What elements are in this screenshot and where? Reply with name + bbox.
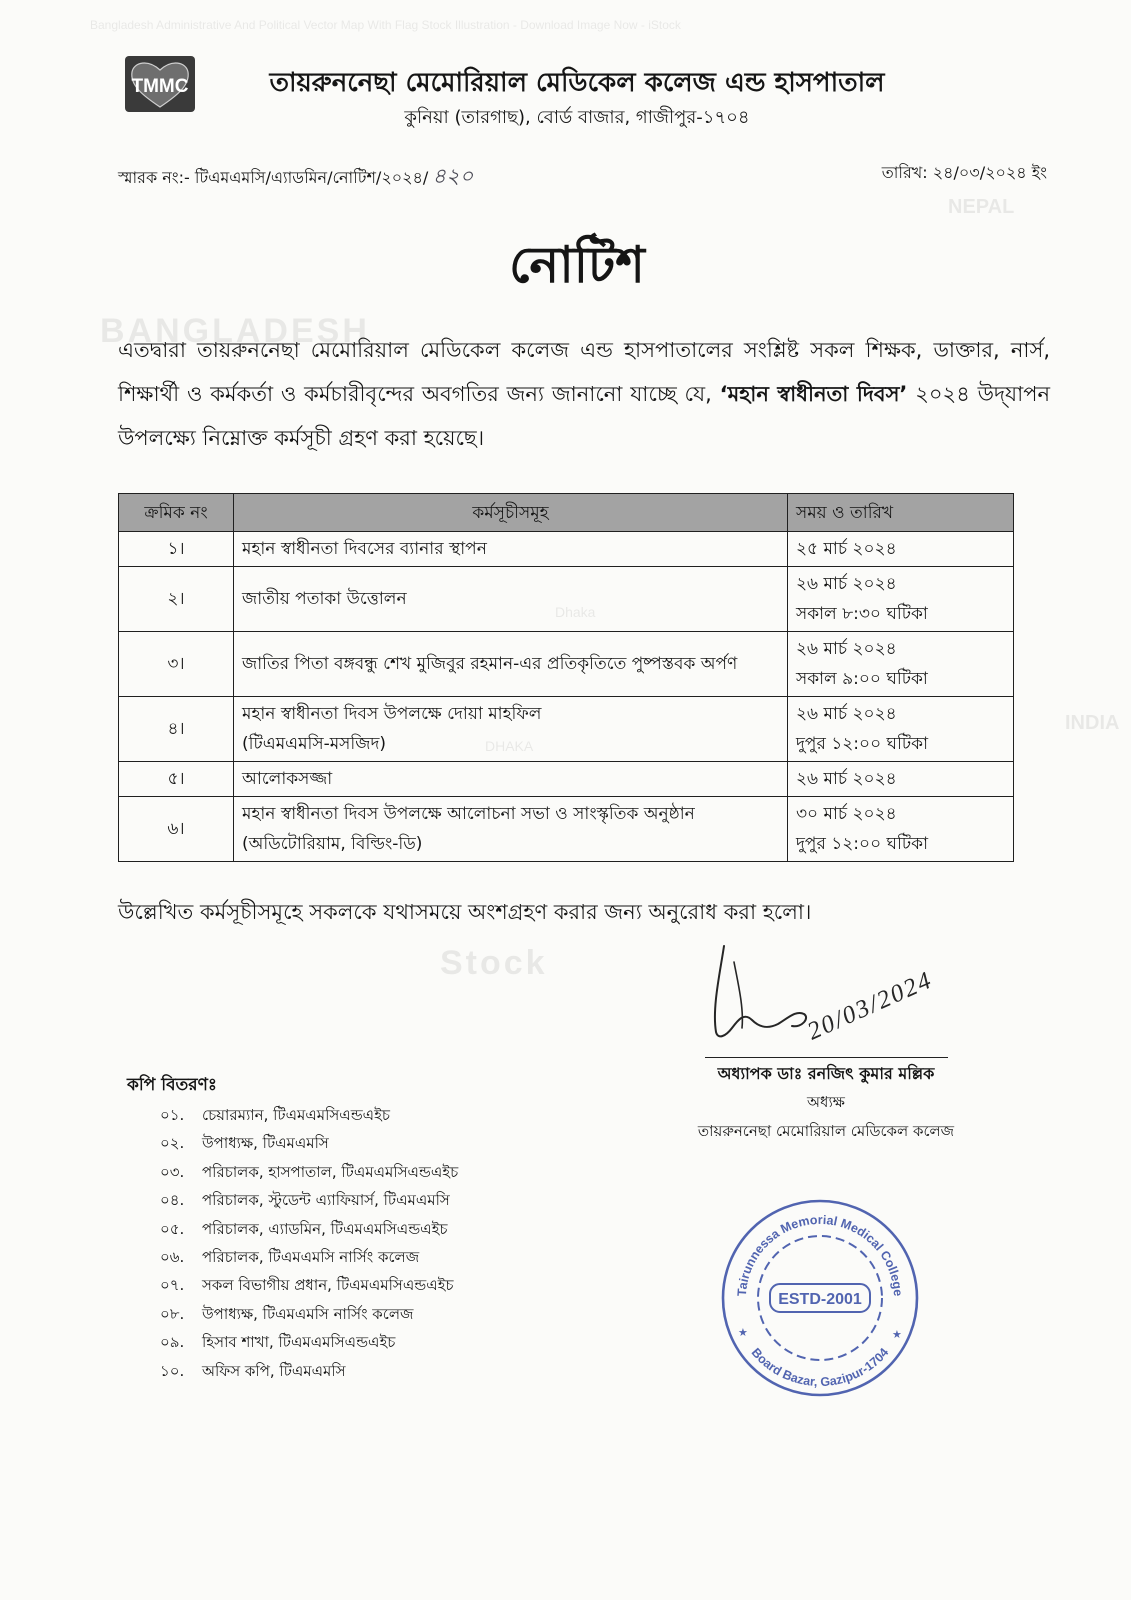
notice-title: নোটিশ: [509, 236, 645, 294]
table-row: [119, 632, 1014, 697]
memo-reference: [118, 160, 678, 195]
serial-cell: ১।: [119, 532, 234, 567]
table-row: [119, 567, 1014, 632]
list-item-number: ১০.: [160, 1361, 185, 1380]
list-item-text: পরিচালক, টিএমএমসি নার্সিং কলেজ: [202, 1247, 420, 1266]
program-table: [118, 493, 1014, 862]
program-cell: [234, 532, 788, 567]
time-line: দুপুর ১২:০০ ঘটিকা: [796, 834, 928, 854]
time-cell: [788, 632, 1014, 697]
program-cell: [234, 762, 788, 797]
list-item: [160, 1129, 640, 1157]
list-item: [160, 1271, 640, 1299]
list-item: [160, 1158, 640, 1186]
list-item-text: চেয়ারম্যান, টিএমএমসিএন্ডএইচ: [202, 1106, 390, 1124]
list-item: [160, 1243, 640, 1271]
watermark-label: Stock: [440, 944, 548, 982]
list-item-text: সকল বিভাগীয় প্রধান, টিএমএমসিএন্ডএইচ: [202, 1276, 454, 1295]
list-item-number: ০৮.: [160, 1304, 185, 1323]
time-line: ২৬ মার্চ ২০২৪: [796, 574, 897, 594]
time-line: ২৬ মার্চ ২০২৪: [796, 639, 897, 659]
time-line: সকাল ৮:৩০ ঘটিকা: [796, 604, 928, 624]
watermark-header-line: Bangladesh Administrative And Political Vector Map With Flag Stock Illustration - Download Image Now - iStock: [90, 18, 681, 32]
list-item: [160, 1357, 640, 1385]
table-row: [119, 697, 1014, 762]
time-cell: [788, 532, 1014, 567]
signature-stroke: [715, 946, 806, 1036]
body-text-part: ২০২৪ উদ্‌যাপন উপলক্ষ্যে নিম্নোক্ত কর্মসূচী গ্রহণ করা হয়েছে।: [118, 382, 1050, 450]
program-cell: [234, 567, 788, 632]
list-item: [160, 1328, 640, 1356]
closing-request: উল্লেখিত কর্মসূচীসমূহে সকলকে যথাসময়ে অংশগ্রহণ করার জন্য অনুরোধ করা হলো।: [118, 900, 812, 924]
memo-number-handwritten: ৪২০: [432, 164, 474, 188]
signatory-name: অধ্যাপক ডাঃ রনজিৎ কুমার মল্লিক: [717, 1064, 935, 1083]
time-cell: [788, 762, 1014, 797]
watermark-label: NEPAL: [948, 196, 1015, 218]
list-item-number: ০৭.: [160, 1276, 185, 1295]
seal-star-icon: ★: [738, 1326, 748, 1339]
handwritten-signature: [700, 928, 990, 1053]
signatory-institution: তায়রুননেছা মেমোরিয়াল মেডিকেল কলেজ: [697, 1122, 955, 1140]
watermark-label: Dhaka: [555, 604, 596, 620]
notice-body: [118, 328, 1050, 460]
serial-cell: ৪।: [119, 697, 234, 762]
seal-center-text: ESTD-2001: [778, 1291, 862, 1308]
logo-text: TMMC: [131, 76, 189, 97]
list-item-text: পরিচালক, স্টুডেন্ট এ্যাফিয়ার্স, টিএমএমসি: [202, 1191, 450, 1210]
time-cell: [788, 797, 1014, 862]
seal-bottom-text: Board Bazar, Gazipur-1704: [748, 1345, 892, 1390]
watermark-label: BANGLADESH: [100, 312, 370, 350]
column-header-program: কর্মসূচীসমূহ: [234, 494, 788, 532]
list-item-text: হিসাব শাখা, টিএমএমসিএন্ডএইচ: [202, 1333, 396, 1352]
program-line: মহান স্বাধীনতা দিবস উপলক্ষে আলোচনা সভা ও সাংস্কৃতিক অনুষ্ঠান: [242, 804, 695, 824]
time-line: ২৬ মার্চ ২০২৪: [796, 704, 897, 724]
copy-distribution-heading: কপি বিতরণঃ: [127, 1075, 217, 1095]
copy-distribution-list: [160, 1101, 640, 1385]
watermark-label: DHAKA: [485, 738, 534, 754]
list-item: [160, 1300, 640, 1328]
body-quote: ‘মহান স্বাধীনতা দিবস’: [719, 382, 908, 406]
serial-cell: ২।: [119, 567, 234, 632]
serial-cell: ৫।: [119, 762, 234, 797]
program-line: (টিএমএমসি-মসজিদ): [242, 734, 387, 754]
signatory-designation: অধ্যক্ষ: [807, 1093, 845, 1111]
list-item-number: ০৯.: [160, 1333, 185, 1352]
memo-date: তারিখ: ২৪/০৩/২০২৪ ইং: [881, 163, 1047, 182]
list-item-text: পরিচালক, হাসপাতাল, টিএমএমসিএন্ডএইচ: [202, 1162, 459, 1181]
table-row: [119, 532, 1014, 567]
time-cell: [788, 567, 1014, 632]
time-cell: [788, 697, 1014, 762]
institution-address: কুনিয়া (তারগাছ), বোর্ড বাজার, গাজীপুর-১৭০৪: [404, 107, 750, 128]
program-line: (অডিটোরিয়াম, বিল্ডিং-ডি): [242, 834, 423, 854]
column-header-time: সময় ও তারিখ: [788, 494, 1014, 532]
list-item: [160, 1101, 640, 1129]
list-item-text: পরিচালক, এ্যাডমিন, টিএমএমসিএন্ডএইচ: [202, 1219, 448, 1238]
program-line: মহান স্বাধীনতা দিবসের ব্যানার স্থাপন: [242, 539, 487, 559]
column-header-serial: ক্রমিক নং: [119, 494, 234, 532]
list-item-number: ০৩.: [160, 1162, 185, 1181]
table-header-row: [119, 494, 1014, 532]
time-line: ৩০ মার্চ ২০২৪: [796, 804, 897, 824]
program-line: জাতির পিতা বঙ্গবন্ধু শেখ মুজিবুর রহমান-এর প্রতিকৃতিতে পুষ্পস্তবক অর্পণ: [242, 654, 738, 674]
list-item-text: অফিস কপি, টিএমএমসি: [202, 1361, 346, 1380]
seal-star-icon: ★: [892, 1328, 902, 1341]
program-line: আলোকসজ্জা: [242, 769, 333, 789]
time-line: ২৬ মার্চ ২০২৪: [796, 769, 897, 789]
list-item-text: উপাধ্যক্ষ, টিএমএমসি নার্সিং কলেজ: [202, 1304, 414, 1323]
program-line: জাতীয় পতাকা উত্তোলন: [242, 589, 407, 609]
list-item-number: ০৪.: [160, 1191, 185, 1210]
serial-cell: ৬।: [119, 797, 234, 862]
time-line: সকাল ৯:০০ ঘটিকা: [796, 669, 928, 689]
watermark-label: INDIA: [1065, 712, 1120, 734]
list-item-number: ০৬.: [160, 1247, 185, 1266]
program-line: মহান স্বাধীনতা দিবস উপলক্ষে দোয়া মাহফিল: [242, 704, 542, 724]
list-item-number: ০১.: [160, 1106, 185, 1124]
college-logo: [124, 55, 196, 113]
table-row: [119, 797, 1014, 862]
time-line: ২৫ মার্চ ২০২৪: [796, 539, 897, 559]
serial-cell: ৩।: [119, 632, 234, 697]
memo-reference-text: স্মারক নং:- টিএমএমসি/এ্যাডমিন/নোটিশ/২০২৪/: [118, 168, 429, 187]
program-cell: [234, 797, 788, 862]
list-item-number: ০৫.: [160, 1219, 185, 1238]
body-text-part: এতদ্বারা তায়রুননেছা মেমোরিয়াল মেডিকেল কলেজ এন্ড হাসপাতালের সংশ্লিষ্ট সকল শিক্ষক, ডাক্তার, নার্স, শিক্ষার্থী ও কর্মকর্তা ও কর্মচারীবৃন্দের অবগতির জন্য জানানো যাচ্ছে যে,: [118, 338, 1050, 406]
signature-line: [705, 1057, 948, 1058]
table-row: [119, 762, 1014, 797]
list-item: [160, 1215, 640, 1243]
list-item-text: উপাধ্যক্ষ, টিএমএমসি: [202, 1134, 329, 1153]
institution-name: তায়রুননেছা মেমোরিয়াল মেডিকেল কলেজ এন্ড হাসপাতাল: [269, 68, 885, 98]
program-cell: [234, 697, 788, 762]
list-item-number: ০২.: [160, 1134, 185, 1153]
program-cell: [234, 632, 788, 697]
list-item: [160, 1186, 640, 1214]
signature-date: 20/03/2024: [803, 966, 937, 1046]
college-seal-stamp: [718, 1196, 922, 1400]
seal-top-text: Tairunnessa Memorial Medical College: [734, 1212, 906, 1297]
time-line: দুপুর ১২:০০ ঘটিকা: [796, 734, 928, 754]
